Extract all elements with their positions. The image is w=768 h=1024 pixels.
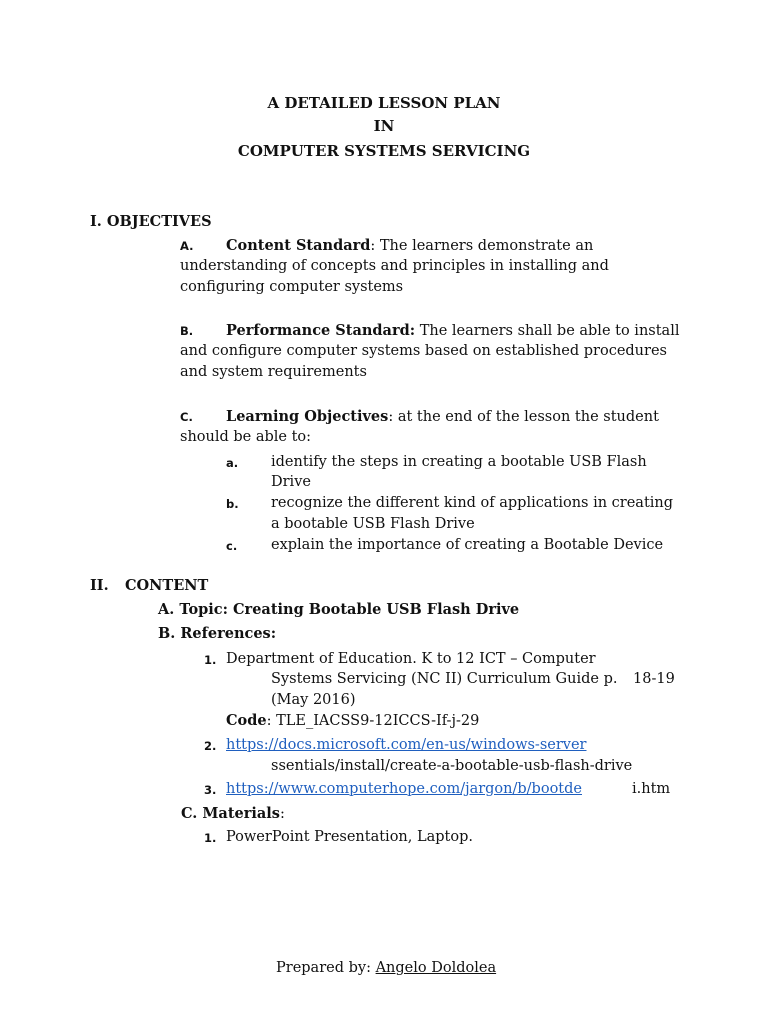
reference-3-tail: i.htm: [632, 781, 671, 797]
reference-2-link[interactable]: https://docs.microsoft.com/en-us/windows-server: [226, 737, 587, 753]
performance-standard-line3: and system requirements: [180, 364, 367, 380]
reference-1-line1: Department of Education. K to 12 ICT – Computer: [226, 651, 596, 667]
prepared-by-label: Prepared by:: [276, 960, 376, 976]
reference-1-code-value: : TLE_IACSS9-12ICCS-If-j-29: [266, 713, 480, 729]
learning-objectives-line2: should be able to:: [180, 429, 312, 445]
reference-1-code: [226, 710, 479, 732]
objectives-heading: I. OBJECTIVES: [90, 213, 212, 230]
objective-item-b-line2: a bootable USB Flash Drive: [271, 516, 475, 532]
material-1-marker: 1.: [204, 831, 217, 845]
content-standard-marker: A.: [180, 239, 194, 253]
reference-1-line3: (May 2016): [271, 692, 356, 708]
objective-item-a-line1: identify the steps in creating a bootable USB Flash: [271, 454, 647, 470]
reference-3-marker: 3.: [204, 783, 217, 797]
content-heading-label: CONTENT: [125, 577, 209, 594]
content-standard-label: Content Standard: [226, 237, 371, 254]
content-standard-line3: configuring computer systems: [180, 279, 404, 295]
objective-item-a-line2: Drive: [271, 474, 311, 490]
material-1-text: PowerPoint Presentation, Laptop.: [226, 829, 473, 845]
references-heading: B. References:: [158, 625, 277, 642]
learning-objectives-text: : at the end of the lesson the student: [388, 409, 659, 425]
performance-standard-line1: [226, 320, 679, 342]
doc-title-line1: A DETAILED LESSON PLAN: [267, 94, 501, 112]
learning-objectives-marker: C.: [180, 410, 193, 424]
content-standard-line2: understanding of concepts and principles in installing and: [180, 258, 609, 274]
performance-standard-label: Performance Standard:: [226, 322, 416, 339]
doc-title-line3: COMPUTER SYSTEMS SERVICING: [237, 142, 531, 160]
objective-item-b-line1: recognize the different kind of applications in creating: [271, 495, 674, 511]
performance-standard-text: The learners shall be able to install: [415, 323, 680, 339]
content-heading-number: II.: [90, 577, 109, 594]
performance-standard-line2: and configure computer systems based on established procedures: [180, 343, 667, 359]
content-standard-text: : The learners demonstrate an: [370, 238, 594, 254]
reference-1-marker: 1.: [204, 653, 217, 667]
prepared-by: [276, 958, 496, 979]
reference-2-line2: ssentials/install/create-a-bootable-usb-flash-drive: [271, 758, 633, 774]
reference-2-marker: 2.: [204, 739, 217, 753]
performance-standard-marker: B.: [180, 324, 194, 338]
objective-item-b-marker: b.: [226, 497, 239, 511]
reference-1-line2: Systems Servicing (NC II) Curriculum Guide p.: [271, 671, 618, 687]
content-standard-line1: [226, 235, 593, 257]
reference-3-link[interactable]: https://www.computerhope.com/jargon/b/bootde: [226, 781, 582, 797]
prepared-by-name: Angelo Doldolea: [375, 960, 497, 976]
learning-objectives-label: Learning Objectives: [226, 408, 389, 425]
topic-heading: A. Topic: Creating Bootable USB Flash Drive: [158, 601, 520, 618]
objective-item-a-marker: a.: [226, 456, 239, 470]
objective-item-c-marker: c.: [226, 539, 238, 553]
materials-heading-label: C. Materials: [181, 805, 280, 822]
materials-heading: [181, 803, 285, 825]
materials-heading-colon: :: [279, 806, 285, 822]
reference-1-pages: 18-19: [633, 671, 675, 687]
reference-1-code-label: Code: [226, 712, 267, 729]
learning-objectives-line1: [226, 406, 659, 428]
objective-item-c-line1: explain the importance of creating a Bootable Device: [271, 537, 664, 553]
doc-title-line2: IN: [373, 117, 395, 135]
